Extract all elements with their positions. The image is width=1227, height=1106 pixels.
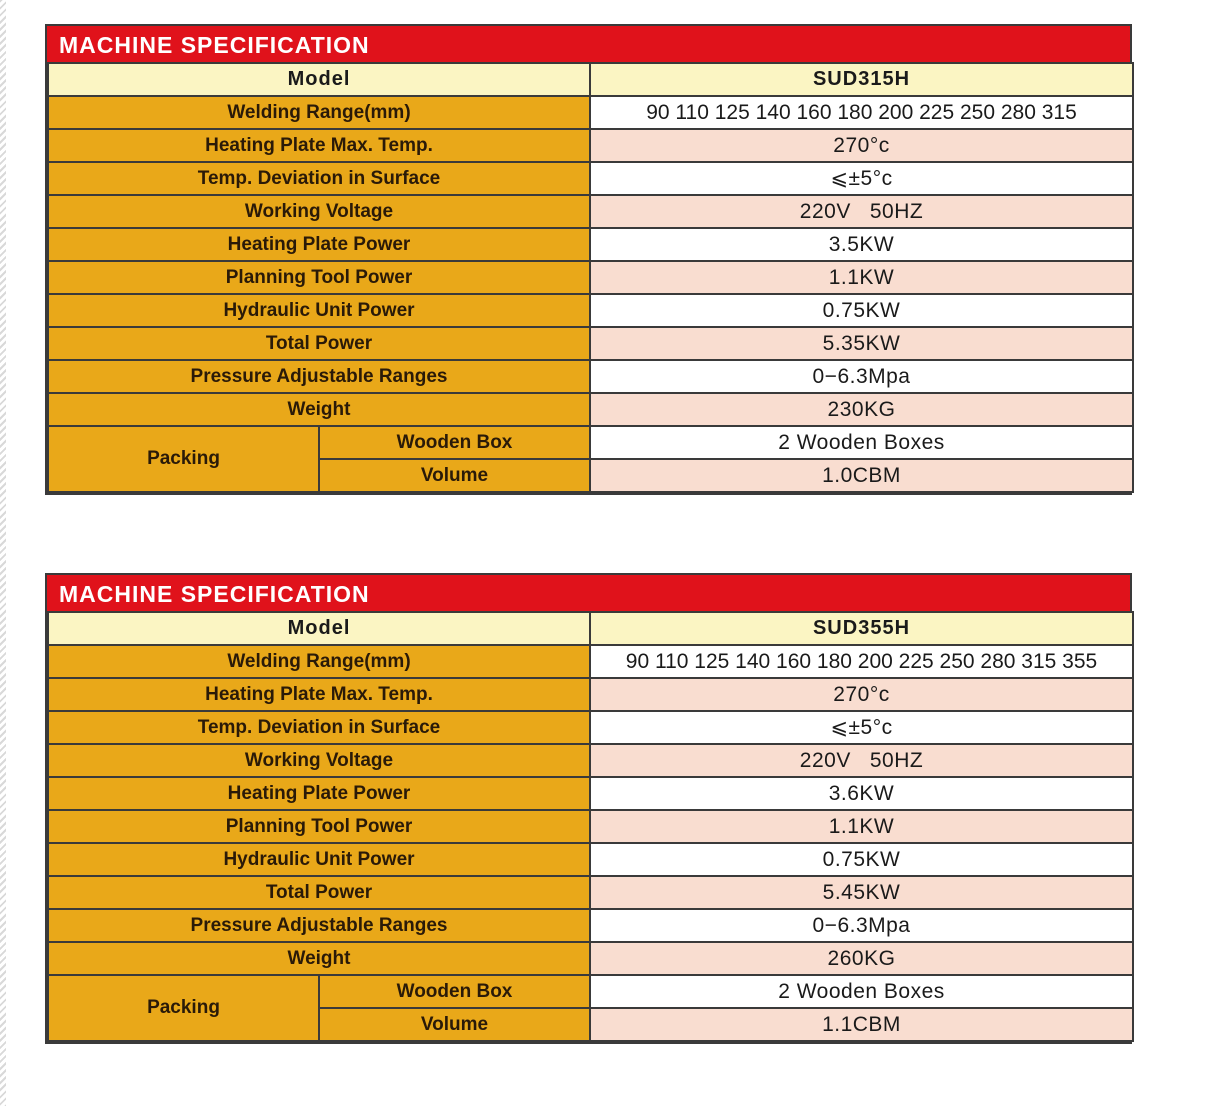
table-row — [48, 777, 1133, 810]
row-value: 5.35KW — [590, 327, 1133, 360]
table-row — [48, 810, 1133, 843]
row-label: Heating Plate Power — [48, 777, 590, 810]
row-label: Temp. Deviation in Surface — [48, 711, 590, 744]
row-label: Welding Range(mm) — [48, 645, 590, 678]
table-row-packing — [48, 426, 1133, 459]
wooden-box-label: Wooden Box — [319, 426, 590, 459]
row-value: 0.75KW — [590, 843, 1133, 876]
row-label: Heating Plate Max. Temp. — [48, 129, 590, 162]
row-value: 5.45KW — [590, 876, 1133, 909]
table-row — [48, 843, 1133, 876]
row-value: ⩽±5°c — [590, 711, 1133, 744]
model-value: SUD355H — [590, 612, 1133, 645]
table-row-model — [48, 63, 1133, 96]
table-row-packing — [48, 975, 1133, 1008]
row-value: 0−6.3Mpa — [590, 360, 1133, 393]
table-row — [48, 711, 1133, 744]
row-label: Working Voltage — [48, 744, 590, 777]
packing-label: Packing — [48, 426, 319, 492]
wooden-box-label: Wooden Box — [319, 975, 590, 1008]
row-value: 0.75KW — [590, 294, 1133, 327]
row-label: Hydraulic Unit Power — [48, 294, 590, 327]
row-label: Planning Tool Power — [48, 810, 590, 843]
row-label: Total Power — [48, 327, 590, 360]
spec-table-sud315h — [45, 24, 1132, 495]
table-row — [48, 261, 1133, 294]
spec-title: MACHINE SPECIFICATION — [47, 575, 1130, 611]
table-row-model — [48, 612, 1133, 645]
volume-value: 1.0CBM — [590, 459, 1133, 492]
row-label: Weight — [48, 393, 590, 426]
table-row — [48, 942, 1133, 975]
table-row — [48, 96, 1133, 129]
row-value: ⩽±5°c — [590, 162, 1133, 195]
model-value: SUD315H — [590, 63, 1133, 96]
table-row — [48, 294, 1133, 327]
volume-label: Volume — [319, 459, 590, 492]
row-label: Heating Plate Power — [48, 228, 590, 261]
table-row — [48, 909, 1133, 942]
table-row — [48, 162, 1133, 195]
table-row — [48, 327, 1133, 360]
row-label: Total Power — [48, 876, 590, 909]
row-value: 260KG — [590, 942, 1133, 975]
row-value: 270°c — [590, 678, 1133, 711]
table-row — [48, 876, 1133, 909]
row-label: Temp. Deviation in Surface — [48, 162, 590, 195]
table-row — [48, 393, 1133, 426]
row-value: 1.1KW — [590, 261, 1133, 294]
row-value: 90 110 125 140 160 180 200 225 250 280 315 355 — [590, 645, 1133, 678]
spec-grid — [47, 62, 1134, 493]
wooden-box-value: 2 Wooden Boxes — [590, 975, 1133, 1008]
table-row — [48, 645, 1133, 678]
row-value: 3.6KW — [590, 777, 1133, 810]
table-row — [48, 228, 1133, 261]
table-row — [48, 195, 1133, 228]
model-label: Model — [48, 63, 590, 96]
volume-value: 1.1CBM — [590, 1008, 1133, 1041]
row-value: 90 110 125 140 160 180 200 225 250 280 315 — [590, 96, 1133, 129]
row-label: Pressure Adjustable Ranges — [48, 360, 590, 393]
spec-table-sud355h — [45, 573, 1132, 1044]
row-value: 220V 50HZ — [590, 195, 1133, 228]
row-value: 1.1KW — [590, 810, 1133, 843]
wooden-box-value: 2 Wooden Boxes — [590, 426, 1133, 459]
row-label: Welding Range(mm) — [48, 96, 590, 129]
row-label: Heating Plate Max. Temp. — [48, 678, 590, 711]
volume-label: Volume — [319, 1008, 590, 1041]
row-value: 270°c — [590, 129, 1133, 162]
row-value: 0−6.3Mpa — [590, 909, 1133, 942]
spec-title: MACHINE SPECIFICATION — [47, 26, 1130, 62]
packing-label: Packing — [48, 975, 319, 1041]
row-label: Pressure Adjustable Ranges — [48, 909, 590, 942]
row-label: Weight — [48, 942, 590, 975]
row-label: Working Voltage — [48, 195, 590, 228]
table-row — [48, 129, 1133, 162]
spec-grid — [47, 611, 1134, 1042]
decorative-border — [0, 0, 6, 1106]
row-value: 3.5KW — [590, 228, 1133, 261]
row-label: Planning Tool Power — [48, 261, 590, 294]
model-label: Model — [48, 612, 590, 645]
row-value: 230KG — [590, 393, 1133, 426]
table-row — [48, 744, 1133, 777]
row-label: Hydraulic Unit Power — [48, 843, 590, 876]
table-row — [48, 360, 1133, 393]
row-value: 220V 50HZ — [590, 744, 1133, 777]
table-row — [48, 678, 1133, 711]
